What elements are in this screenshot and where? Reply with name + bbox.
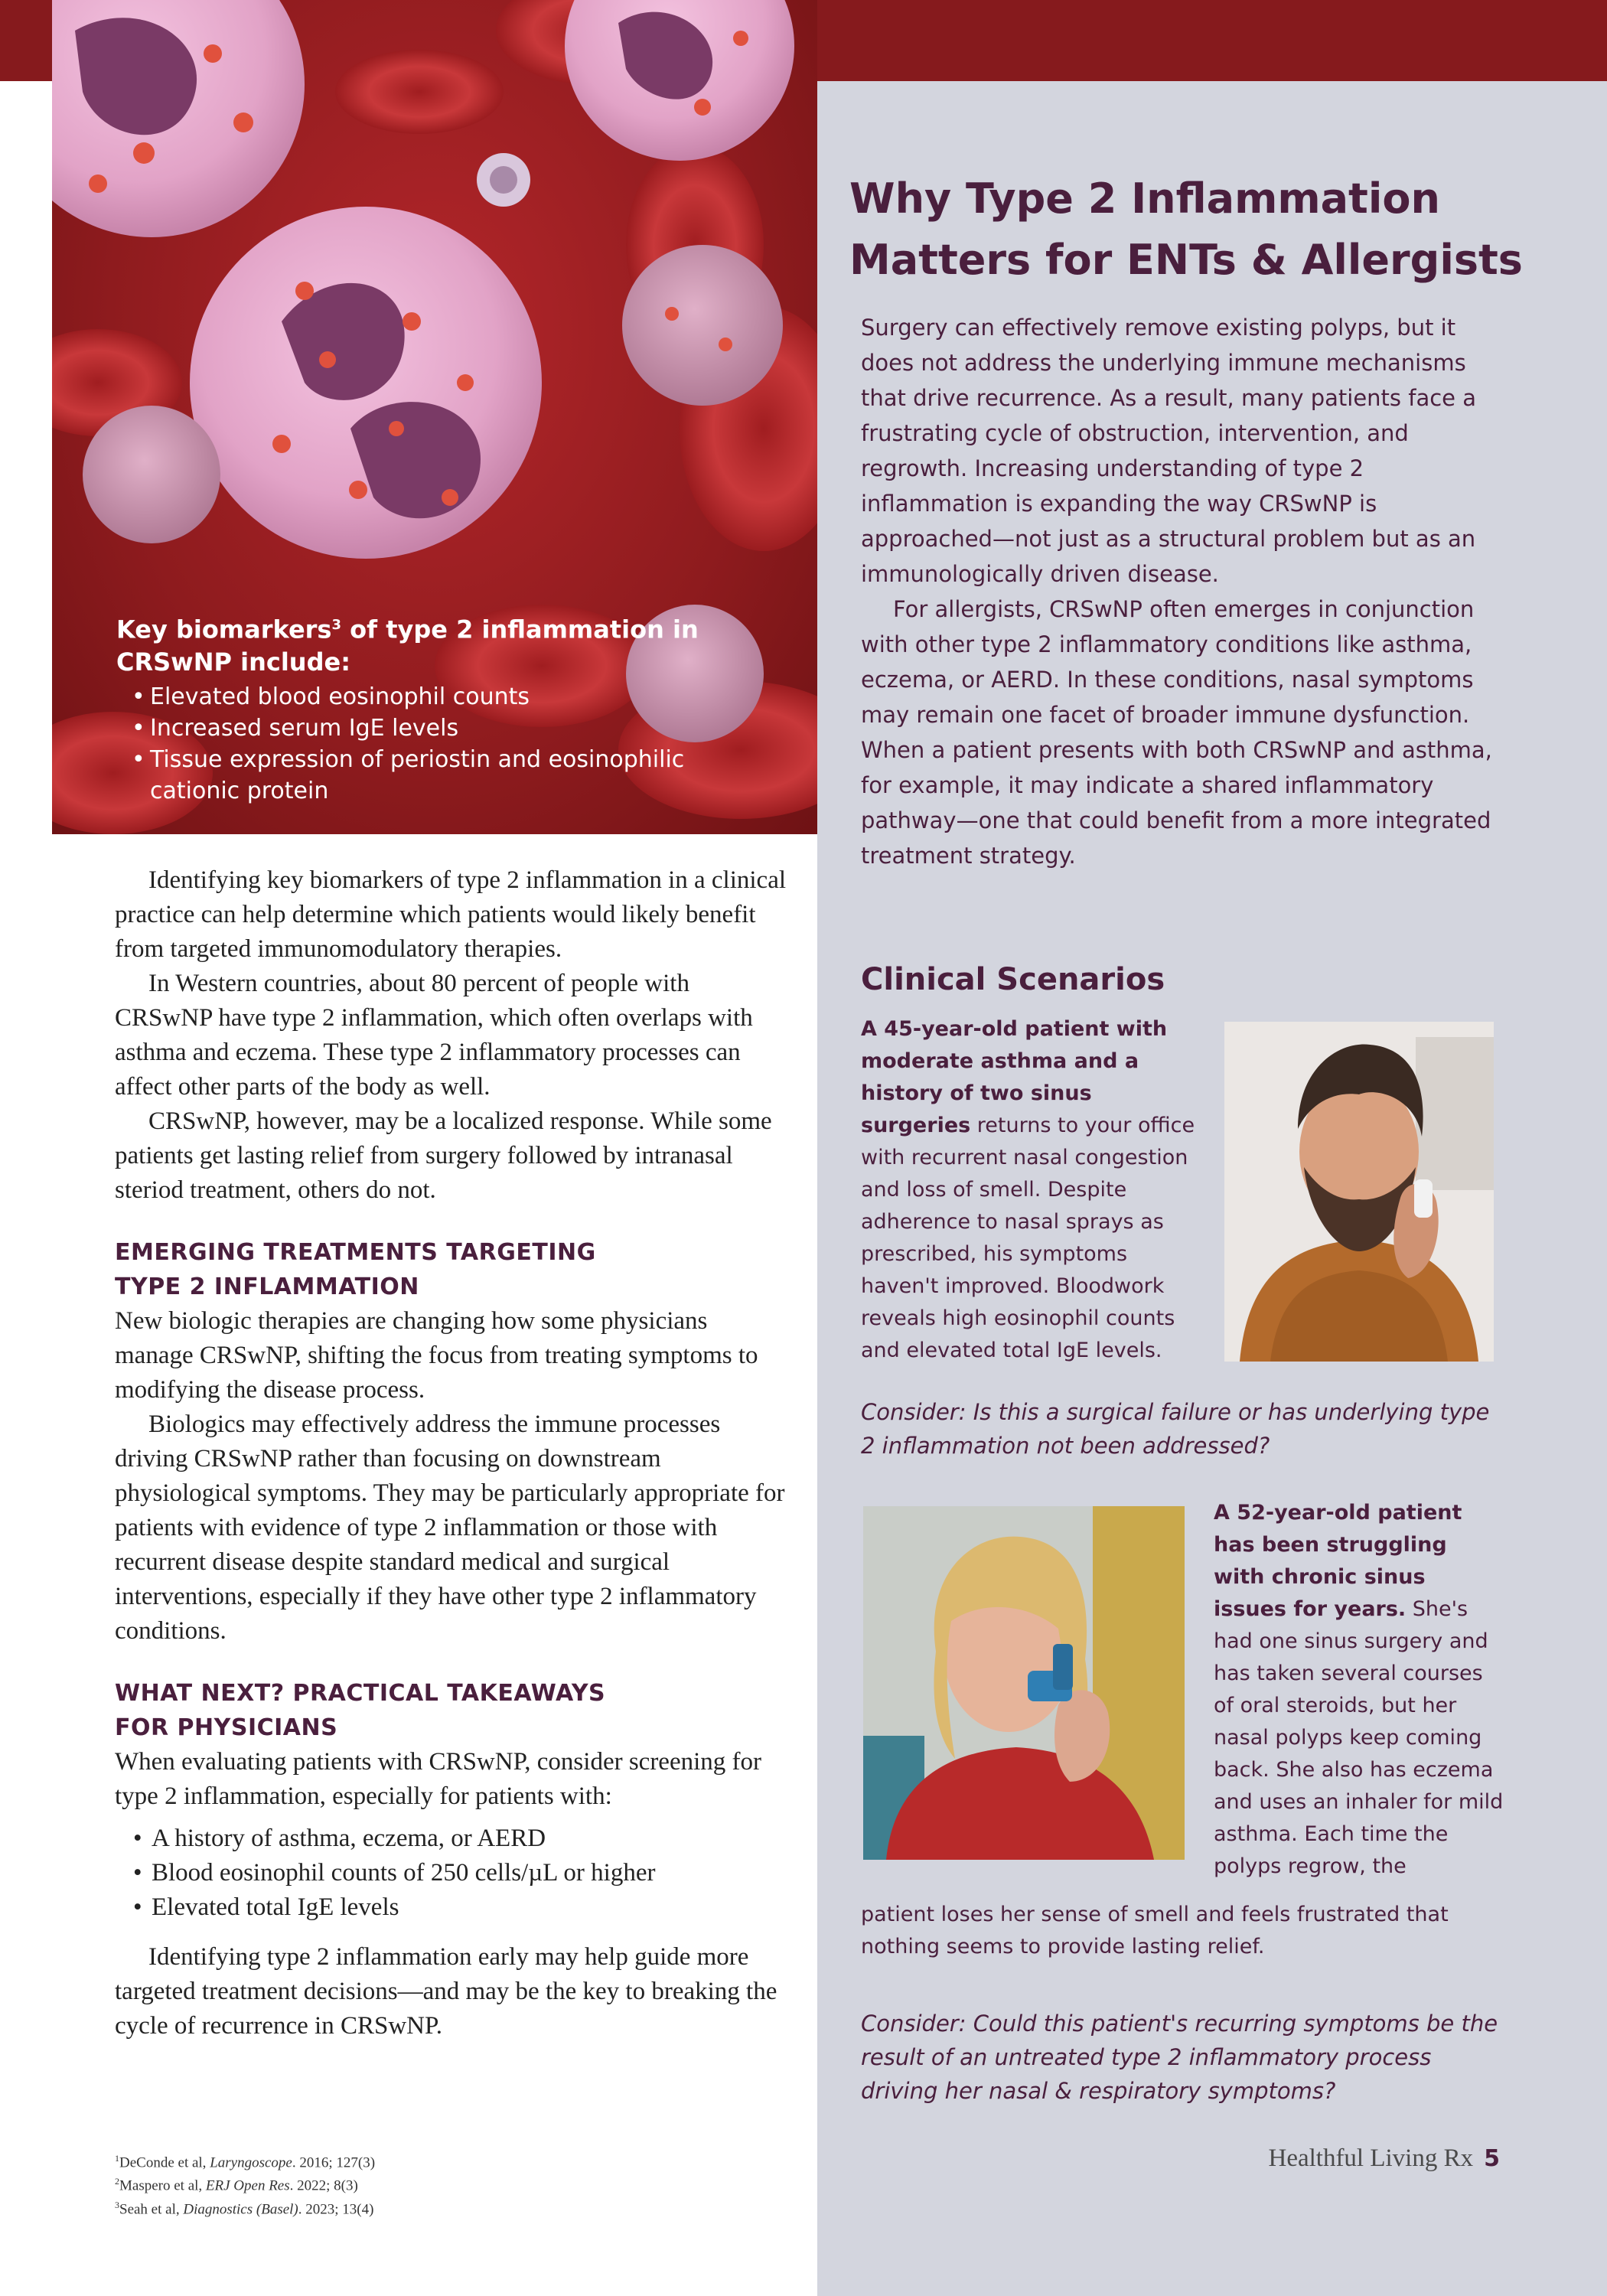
case-study-2: A 52-year-old patient has been struggling with chronic sinus issues for years. She's had one sinus surgery and has taken several courses of oral steroids, but her nasal polyps keep coming back. She also has eczema and uses an inhaler for mild asthma. Each time the polyps regrow, the (1214, 1501, 1504, 1878)
section-heading-practical-takeaways: WHAT NEXT? PRACTICAL TAKEAWAYS FOR PHYSICIANS (115, 1680, 606, 1741)
case-study-2-lead: A 52-year-old patient has been struggling with chronic sinus issues for years. (1214, 1501, 1462, 1621)
body-paragraph: Biologics may effectively address the immune processes driving CRSwNP rather than focusing on downstream physiological symptoms. They may be particularly appropriate for patients with evidence of type 2 inflammation or those with recurrent disease despite standard medical and surgical interventions, especially if they have other type 2 inflammatory conditions. (115, 1411, 785, 1645)
biomarker-list (116, 681, 774, 807)
sidebar-title: Why Type 2 Inflammation Matters for ENTs & Allergists (849, 174, 1523, 284)
left-article-column (115, 863, 788, 2043)
footnote: $^2$Maspero et al, ERJ Open Res. 2022; 8(3) (115, 2176, 358, 2194)
body-paragraph: CRSwNP, however, may be a localized response. While some patients get lasting relief from surgery followed by intranasal steriod treatment, others do not. (115, 1107, 772, 1204)
list-item: • Tissue expression of periostin and eosinophilic cationic protein (150, 744, 774, 807)
section-heading-emerging-treatments: EMERGING TREATMENTS TARGETING TYPE 2 INFLAMMATION (115, 1239, 596, 1300)
body-paragraph: Identifying type 2 inflammation early may help guide more targeted treatment decisions—and may be the key to breaking the cycle of recurrence in CRSwNP. (115, 1943, 777, 2040)
screening-criteria-list (115, 1821, 788, 1925)
list-item: • Elevated total IgE levels (152, 1890, 788, 1925)
body-paragraph: New biologic therapies are changing how some physicians manage CRSwNP, shifting the focus from treating symptoms to modifying the disease process. (115, 1307, 758, 1404)
footnotes (115, 2149, 375, 2219)
biomarker-callout (116, 609, 774, 807)
page-number: 5 (1484, 2145, 1500, 2172)
body-paragraph: When evaluating patients with CRSwNP, consider screening for type 2 inflammation, especially for patients with: (115, 1748, 761, 1810)
footnote: $^1$DeConde et al, Laryngoscope. 2016; 127(3) (115, 2153, 376, 2171)
biomarker-heading: Key biomarkers$^3$ of type 2 inflammation in CRSwNP include: (116, 615, 699, 677)
list-item: • A history of asthma, eczema, or AERD (152, 1821, 788, 1856)
consider-question-1: Consider: Is this a surgical failure or has underlying type 2 inflammation not been addressed? (861, 1399, 1490, 1459)
clinical-scenarios-heading: Clinical Scenarios (861, 962, 1165, 997)
sidebar-body (861, 310, 1500, 873)
footnote: $^3$Seah et al, Diagnostics (Basel). 2023; 13(4) (115, 2199, 374, 2217)
consider-question-2: Consider: Could this patient's recurring symptoms be the result of an untreated type 2 inflammatory process driving her nasal & respiratory symptoms? (861, 2011, 1498, 2104)
eosinophil-illustration (52, 0, 817, 834)
case-study-1-lead: A 45-year-old patient with moderate asthma and a history of two sinus surgeries (861, 1017, 1168, 1137)
case-study-1: A 45-year-old patient with moderate asthma and a history of two sinus surgeries returns to your office with recurrent nasal congestion and loss of smell. Despite adherence to nasal sprays as prescribed, his symptoms haven't improved. Bloodwork reveals high eosinophil counts and elevated total IgE levels. (861, 1017, 1195, 1362)
list-item: • Increased serum IgE levels (150, 713, 774, 744)
list-item: • Elevated blood eosinophil counts (150, 681, 774, 713)
body-paragraph: In Western countries, about 80 percent of people with CRSwNP have type 2 inflammation, which often overlaps with asthma and eczema. These type 2 inflammatory processes can affect other parts of the body as well. (115, 970, 753, 1101)
page-footer (1232, 2144, 1500, 2173)
photo-bearded-man-using-nasal-spray (1224, 1022, 1494, 1362)
photo-woman-using-inhaler (863, 1506, 1185, 1860)
body-paragraph: For allergists, CRSwNP often emerges in conjunction with other type 2 inflammatory conditions like asthma, eczema, or AERD. In these conditions, nasal symptoms may remain one facet of broader immune dysfunction. When a patient presents with both CRSwNP and asthma, for example, it may indicate a shared inflammatory pathway—one that could benefit from a more integrated treatment strategy. (861, 596, 1492, 869)
case-study-2-continued: patient loses her sense of smell and feels frustrated that nothing seems to provide lasting relief. (861, 1903, 1449, 1958)
body-paragraph: Identifying key biomarkers of type 2 inflammation in a clinical practice can help determine which patients would likely benefit from targeted immunomodulatory therapies. (115, 866, 787, 963)
publication-name: Healthful Living Rx (1268, 2144, 1474, 2172)
list-item: • Blood eosinophil counts of 250 cells/µL or higher (152, 1856, 788, 1890)
body-paragraph: Surgery can effectively remove existing polyps, but it does not address the underlying immune mechanisms that drive recurrence. As a result, many patients face a frustrating cycle of obstruction, intervention, and regrowth. Increasing understanding of type 2 inflammation is expanding the way CRSwNP is approached—not just as a structural problem but as an immunologically driven disease. (861, 315, 1477, 587)
